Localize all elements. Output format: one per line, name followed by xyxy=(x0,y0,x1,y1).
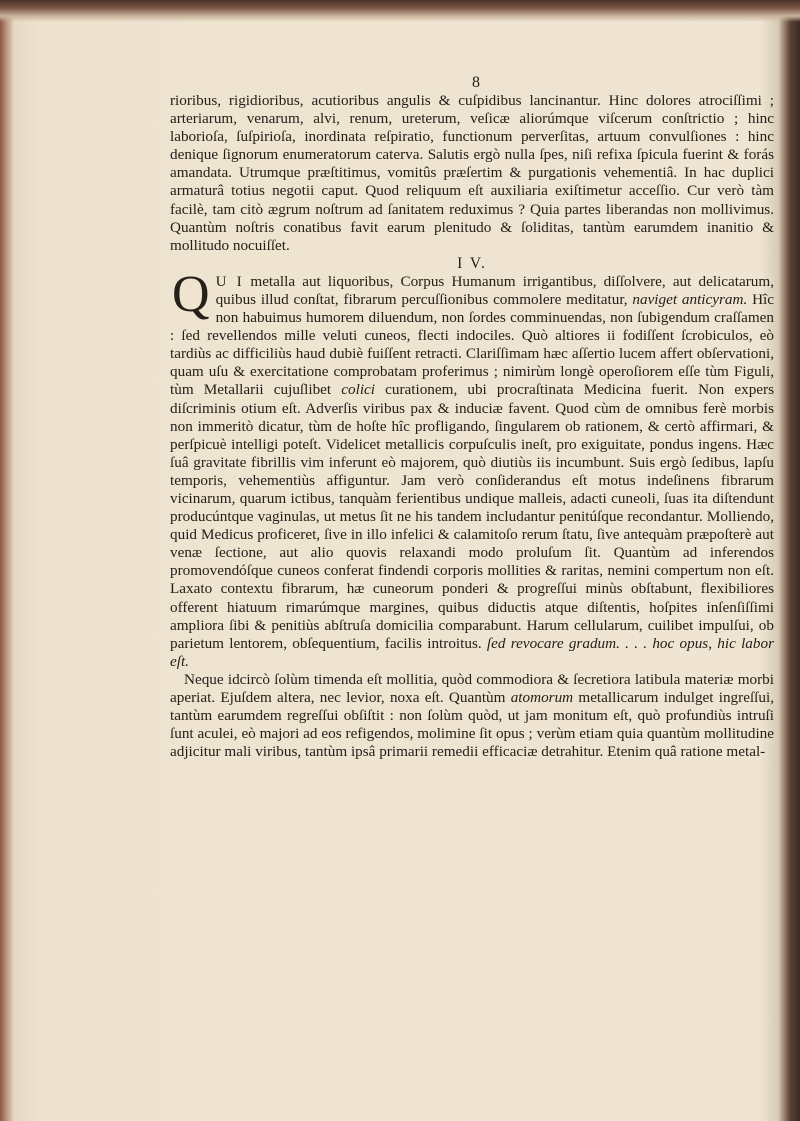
paragraph-3 xyxy=(170,671,774,761)
document-page xyxy=(170,74,774,761)
drop-cap: Q xyxy=(172,265,210,323)
paragraph-2-seg-0: metalla aut liquoribus, Corpus Humanum irrigantibus, diſſolvere, aut delicatarum, quibus illud conſtat, fibrarum percuſſionibus commolere meditatur, xyxy=(215,272,774,308)
paragraph-1-text: rioribus, rigidioribus, acutioribus angulis & cuſpidibus lancinantur. Hinc dolores atrociſſimi ; arteriarum, venarum, alvi, renum, ureterum, veſicæ aliorúmque viſcerum conſtrictio ; hinc laborioſa, ſuſpirioſa, inordinata reſpiratio, functionum perverſitas, artuum convulſiones : hinc denique ſignorum enumeratorum caterva. Salutis ergò nulla ſpes, niſi refixa ſpicula fuerint & forás amandata. Utrumque præſtitimus, vomitûs præſertim & purgationis vehementiâ. In hac duplici armaturâ totius negotii caput. Quod reliquum eſt auxiliaria exiſtimetur acceſſio. Cur verò tàm facilè, tam citò ægrum noſtrum ad ſanitatem reduximus ? Quia partes liberandas non mollivimus. Quantùm noſtris conatibus favit earum plenitudo & ſoliditas, tantùm earumdem inanitio & mollitudo nocuiſſet. xyxy=(170,92,774,254)
paragraph-2-seg-2: Hîc non habuimus humorem diluendum, non ſordes comminuendas, non ſubigendum craſſamen : ſed revellendos mille veluti cuneos, flecti indociles. Quò altiores ii fodiſſent ſcrobiculos, eò tardiùs ac difficiliùs haud dubiè fuiſſent retracti. Clariſſimam hæc aſſertio lucem affert obſervationi, quam uſu & exercitatione comprobatam proferimus ; nimirùm longè operoſiorem eſſe tùm Figuli, tùm Metallarii cujuſlibet xyxy=(170,290,774,399)
paragraph-1 xyxy=(170,92,774,255)
paragraph-2-seg-3: colici xyxy=(341,381,375,399)
section-heading: I V. xyxy=(457,254,487,272)
page-number: 8 xyxy=(472,74,480,91)
paragraph-3-seg-0: Neque idcircò ſolùm timenda eſt mollitia, quòd commodiora & ſecretiora latibula materiæ morbi aperiat. Ejuſdem altera, nec levior, noxa eſt. Quantùm xyxy=(170,670,774,706)
paragraph-2-seg-5: ſed revocare gradum. . . . hoc opus, hic labor eſt. xyxy=(170,634,774,670)
paragraph-3-seg-2: metallicarum indulget ingreſſui, tantùm earumdem regreſſui obſiſtit : non ſolùm quòd, ut jam monitum eſt, quò profundiùs intruſi ſunt aculei, eò majori ad eos refigendos, molimine ſit opus ; verùm etiam quia quantùm mollitudine adjicitur mali viribus, tantùm ipsâ primarii remedii efficaciæ detrahitur. Etenim quâ ratione metal- xyxy=(170,689,774,761)
first-word: U I xyxy=(215,272,244,290)
book-top-edge xyxy=(0,0,800,22)
paragraph-2-seg-4: curationem, ubi procraſtinata Medicina fuerit. Non expers diſcriminis otium eſt. Adverſis viribus pax & induciæ favent. Quod cùm de omnibus ferè morbis non immeritò dicatur, tùm de hoſte hîc profligando, ſingularem ob rationem, & certò affirmari, & perſpicuè intelligi poteſt. Videlicet metallicis corpuſculis ineſt, pro exiguitate, pondus ingens. Hæc ſuâ gravitate fibrillis vim inferunt eò majorem, quò diutiùs iis incumbunt. Suis ergò ſedibus, lapſu temporis, vehementiùs affiguntur. Jam verò conſiderandus eſt motus indeſinens fibrarum vicinarum, quarum ictibus, tanquàm ferientibus undique malleis, adacti cuneoli, ſuas ita diſtendunt producúntque vaginulas, ut metus ſit ne his tandem includantur penitúſque recondantur. Molliendo, quid Medicus proficeret, ſive in illo infelici & calamitoſo rerum ſtatu, ſive antequàm præpoſterè aut venæ ſectione, aut alio quovis relaxandi modo proluſum ſit. Quantùm ad inferendos promovendóſque cuneos conferat findendi corporis mollities & raritas, nemini compertum non eſt. Laxato contextu fibrarum, hæ cuneorum ponderi & progreſſui minùs obſtabunt, flexibiliores offerent hiatuum rimarúmque margines, quibus diductis atque diſtentis, hoſpites inſenſiſſimi ampliora ſibi & penitiùs abſtruſa domicilia comparabunt. Harum cellularum, cuilibet impulſui, ob parietum lentorem, obſequentium, facilis introitus. xyxy=(170,381,774,652)
paragraph-2 xyxy=(170,265,774,671)
paragraph-2-seg-1: naviget anticyram. xyxy=(632,290,748,308)
paragraph-3-seg-1: atomorum xyxy=(510,689,574,706)
